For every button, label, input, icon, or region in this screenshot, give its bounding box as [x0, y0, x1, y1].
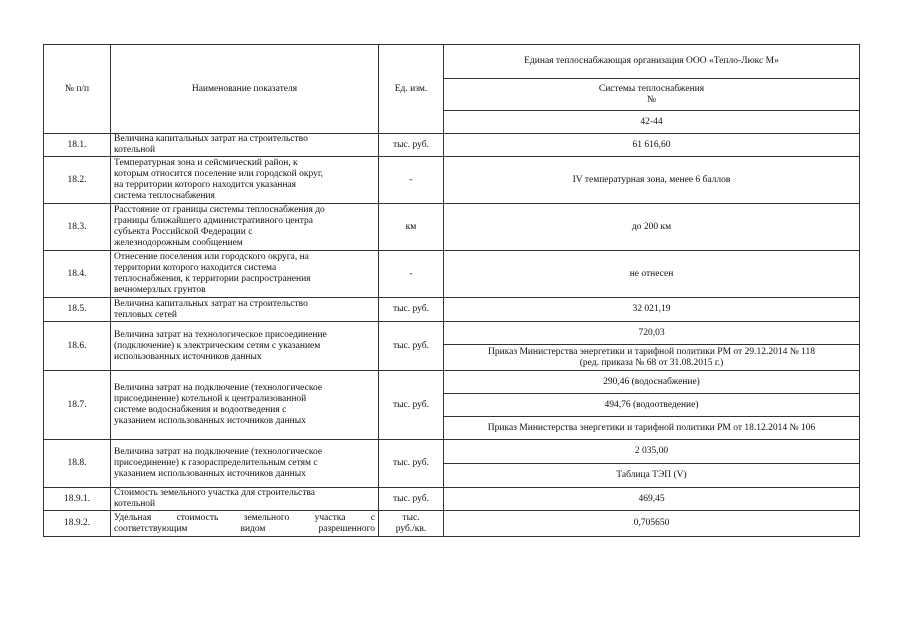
row-name-line: указанием использованных источников данных: [114, 469, 306, 479]
indicator-table: [43, 44, 860, 537]
row-num: 18.6.: [44, 322, 111, 371]
row-num: 18.1.: [44, 134, 111, 157]
row-unit: тыс. руб.: [379, 134, 444, 157]
row-name: [111, 134, 379, 157]
row-name-line: системе водоснабжения и водоотведения с: [114, 405, 287, 415]
row-unit: тыс. руб.: [379, 440, 444, 488]
row-value-source: Таблица ТЭП (V): [444, 464, 860, 488]
row-name-line: Удельная стоимость земельного участка с: [114, 512, 375, 523]
row-name-line: тепловых сетей: [114, 309, 177, 320]
row-value: 61 616,60: [444, 134, 860, 157]
table-row: [44, 298, 860, 322]
row-name-line: Стоимость земельного участка для строительства: [114, 488, 315, 498]
row-unit-line: руб./кв.: [395, 523, 427, 534]
row-name: [111, 157, 379, 204]
row-unit: тыс. руб.: [379, 322, 444, 371]
row-num: 18.5.: [44, 298, 111, 322]
row-name-line: Расстояние от границы системы теплоснабжения до: [114, 205, 325, 215]
row-unit: тыс. руб.: [379, 371, 444, 440]
row-value: 494,76 (водоотведение): [444, 394, 860, 417]
row-value: 290,46 (водоснабжение): [444, 371, 860, 394]
row-name-line: территории которого находится система: [114, 263, 277, 273]
header-row: [44, 45, 860, 79]
row-value: 720,03: [444, 322, 860, 345]
row-num: 18.2.: [44, 157, 111, 204]
row-name-line: Величина капитальных затрат на строительство: [114, 134, 308, 144]
row-num: 18.9.2.: [44, 511, 111, 537]
row-value: 2 035,00: [444, 440, 860, 464]
row-name-line: Величина затрат на подключение (технологическое: [114, 447, 323, 457]
row-name-line: система теплоснабжения: [114, 191, 215, 201]
row-name: [111, 488, 379, 511]
row-value: 469,45: [444, 488, 860, 511]
row-name-line: Отнесение поселения или городского округа, на: [114, 252, 309, 262]
row-name-line: котельной: [114, 499, 156, 509]
header-systems-no: №: [646, 94, 657, 105]
header-unit: Ед. изм.: [379, 45, 444, 134]
row-value-line: (ред. приказа № 68 от 31.08.2015 г.): [579, 357, 724, 368]
row-name: [111, 322, 379, 371]
row-num: 18.8.: [44, 440, 111, 488]
row-unit-line: тыс.: [402, 512, 420, 523]
header-system-id: 42-44: [444, 111, 860, 134]
row-name-line: границы ближайшего административного центра: [114, 216, 313, 226]
row-name: [111, 298, 379, 322]
row-name-line: указанием использованных источников данных: [114, 416, 306, 426]
table-row: [44, 488, 860, 511]
row-name-line: использованных источников данных: [114, 351, 262, 362]
row-name: [111, 204, 379, 251]
row-name-line: соответствующим видом разрешенного: [114, 523, 375, 534]
row-unit: тыс. руб.: [379, 488, 444, 511]
header-name: Наименование показателя: [111, 45, 379, 134]
table-row: [44, 204, 860, 251]
row-value: до 200 км: [444, 204, 860, 251]
table-row: [44, 322, 860, 345]
row-name-line: Величина затрат на подключение (технологическое: [114, 383, 323, 393]
row-name-line: (подключение) к электрическим сетям с указанием: [114, 340, 321, 351]
row-unit: тыс. руб.: [379, 298, 444, 322]
row-value: IV температурная зона, менее 6 баллов: [444, 157, 860, 204]
row-name: [111, 440, 379, 488]
row-name-line: которым относится поселение или городской округ,: [114, 169, 324, 179]
row-num: 18.9.1.: [44, 488, 111, 511]
row-unit: -: [379, 157, 444, 204]
row-name-line: железнодорожным сообщением: [114, 238, 243, 248]
row-unit: [379, 511, 444, 537]
row-name: [111, 511, 379, 537]
row-name-line: котельной: [114, 145, 156, 155]
row-value: 32 021,19: [444, 298, 860, 322]
table-row: [44, 134, 860, 157]
row-num: 18.3.: [44, 204, 111, 251]
row-unit: км: [379, 204, 444, 251]
row-name-line: присоединение) к газораспределительным сетям с: [114, 458, 318, 468]
table-row: [44, 511, 860, 537]
row-name: [111, 371, 379, 440]
row-name-line: вечномерзлых грунтов: [114, 285, 206, 295]
row-value: 0,705650: [444, 511, 860, 537]
header-num: № п/п: [44, 45, 111, 134]
row-unit: -: [379, 251, 444, 298]
row-value-source: Приказ Министерства энергетики и тарифной политики РМ от 18.12.2014 № 106: [444, 417, 860, 440]
row-name-line: Температурная зона и сейсмический район, к: [114, 158, 298, 168]
header-systems-label: Системы теплоснабжения: [598, 83, 705, 94]
table-row: [44, 157, 860, 204]
header-org: Единая теплоснабжающая организация ООО «Тепло-Люкс М»: [444, 45, 860, 79]
row-name-line: присоединение) котельной к централизованной: [114, 394, 307, 404]
row-name-line: на территории которого находится указанная: [114, 180, 296, 190]
row-num: 18.7.: [44, 371, 111, 440]
row-value-source: [444, 345, 860, 371]
row-name-line: Величина капитальных затрат на строительство: [114, 298, 308, 309]
row-name-line: субъекта Российской Федерации с: [114, 227, 253, 237]
row-name: [111, 251, 379, 298]
header-systems: [444, 79, 860, 111]
row-name-line: теплоснабжения, к территории распространения: [114, 274, 311, 284]
row-value: не отнесен: [444, 251, 860, 298]
row-num: 18.4.: [44, 251, 111, 298]
table-row: [44, 371, 860, 394]
table-row: [44, 251, 860, 298]
table-row: [44, 440, 860, 464]
row-name-line: Величина затрат на технологическое присоединение: [114, 329, 327, 340]
row-value-line: Приказ Министерства энергетики и тарифной политики РМ от 29.12.2014 № 118: [487, 346, 816, 357]
